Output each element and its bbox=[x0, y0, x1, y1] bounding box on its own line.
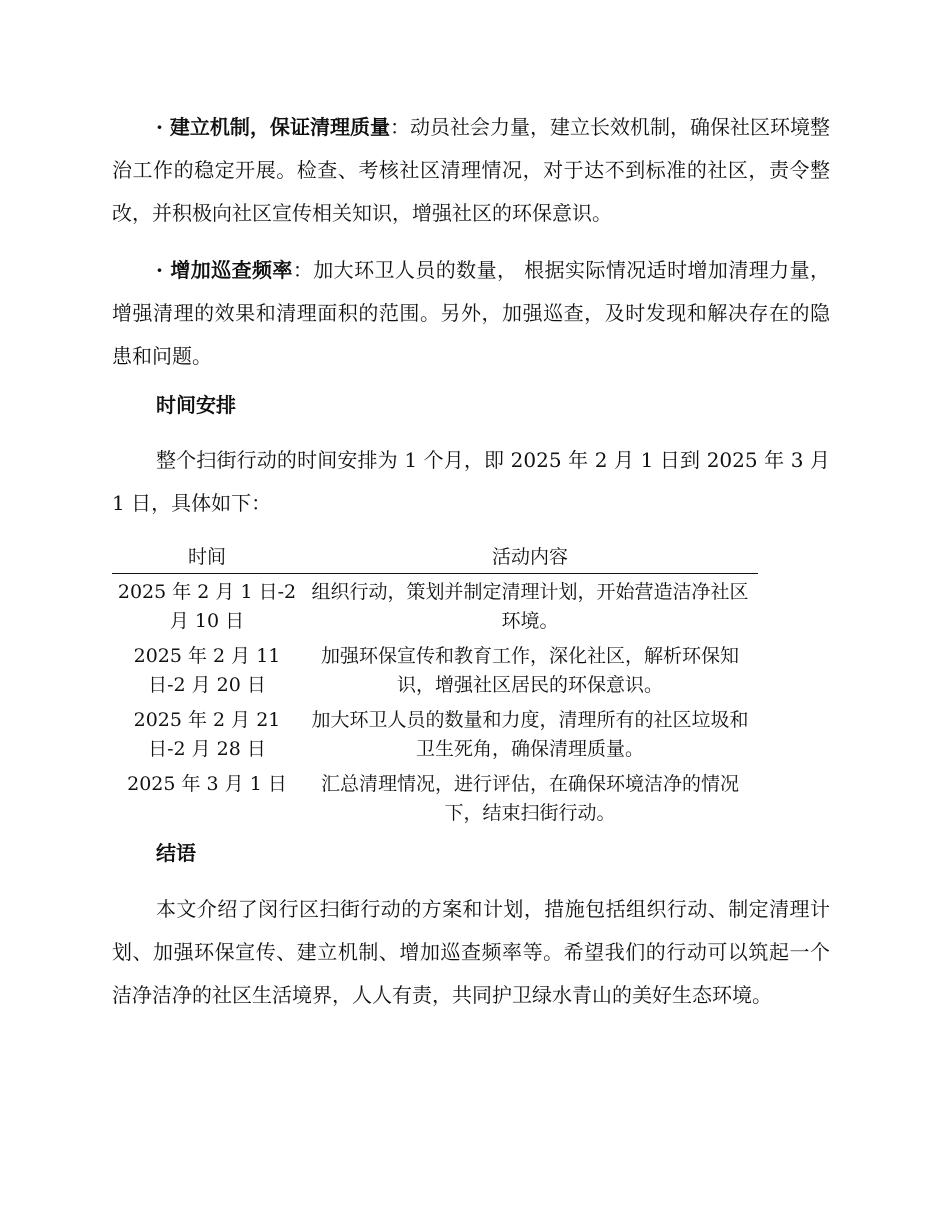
conclusion-paragraph: 本文介绍了闵行区扫街行动的方案和计划，措施包括组织行动、制定清理计划、加强环保宣传、建立机制、增加巡查频率等。希望我们的行动可以筑起一个洁净洁净的社区生活境界，人人有责，共同护卫绿水青山的美好生态环境。 bbox=[112, 897, 830, 1007]
schedule-table bbox=[112, 543, 758, 830]
paragraph-mechanism bbox=[112, 106, 830, 235]
conclusion-heading: 结语 bbox=[156, 841, 196, 865]
table-cell-time: 2025 年 2 月 21 日-2 月 28 日 bbox=[133, 709, 281, 760]
paragraph-patrol bbox=[112, 249, 830, 378]
table-header-activity: 活动内容 bbox=[302, 543, 758, 574]
table-cell-activity: 组织行动，策划并制定清理计划，开始营造洁净社区环境。 bbox=[311, 581, 749, 632]
table-cell-time: 2025 年 2 月 1 日-2 月 10 日 bbox=[117, 581, 297, 632]
schedule-intro: 整个扫街行动的时间安排为 1 个月，即 2025 年 2 月 1 日到 2025 年 3 月 1 日，具体如下： bbox=[112, 448, 830, 515]
table-cell-time: 2025 年 2 月 11 日-2 月 20 日 bbox=[133, 645, 281, 696]
table-row bbox=[112, 638, 758, 702]
table-row bbox=[112, 702, 758, 766]
table-header-time: 时间 bbox=[112, 543, 302, 574]
table-cell-activity: 汇总清理情况，进行评估，在确保环境洁净的情况下，结束扫街行动。 bbox=[320, 773, 739, 824]
bullet-text-mechanism: ：动员社会力量，建立长效机制，确保社区环境整治工作的稳定开展。检查、考核社区清理情况，对于达不到标准的社区，责令整改，并积极向社区宣传相关知识，增强社区的环保意识。 bbox=[112, 115, 830, 225]
bullet-lead-mechanism: · 建立机制，保证清理质量 bbox=[156, 115, 390, 139]
table-row bbox=[112, 574, 758, 639]
table-header-row bbox=[112, 543, 758, 574]
bullet-lead-patrol: · 增加巡查频率 bbox=[156, 258, 293, 282]
bullet-text-patrol: ：加大环卫人员的数量， 根据实际情况适时增加清理力量，增强清理的效果和清理面积的范围。另外，加强巡查，及时发现和解决存在的隐患和问题。 bbox=[112, 258, 830, 368]
table-cell-time: 2025 年 3 月 1 日 bbox=[127, 773, 287, 795]
table-row bbox=[112, 766, 758, 830]
table-cell-activity: 加大环卫人员的数量和力度，清理所有的社区垃圾和卫生死角，确保清理质量。 bbox=[311, 709, 749, 760]
table-cell-activity: 加强环保宣传和教育工作，深化社区，解析环保知识，增强社区居民的环保意识。 bbox=[320, 645, 739, 696]
schedule-heading: 时间安排 bbox=[156, 393, 236, 417]
